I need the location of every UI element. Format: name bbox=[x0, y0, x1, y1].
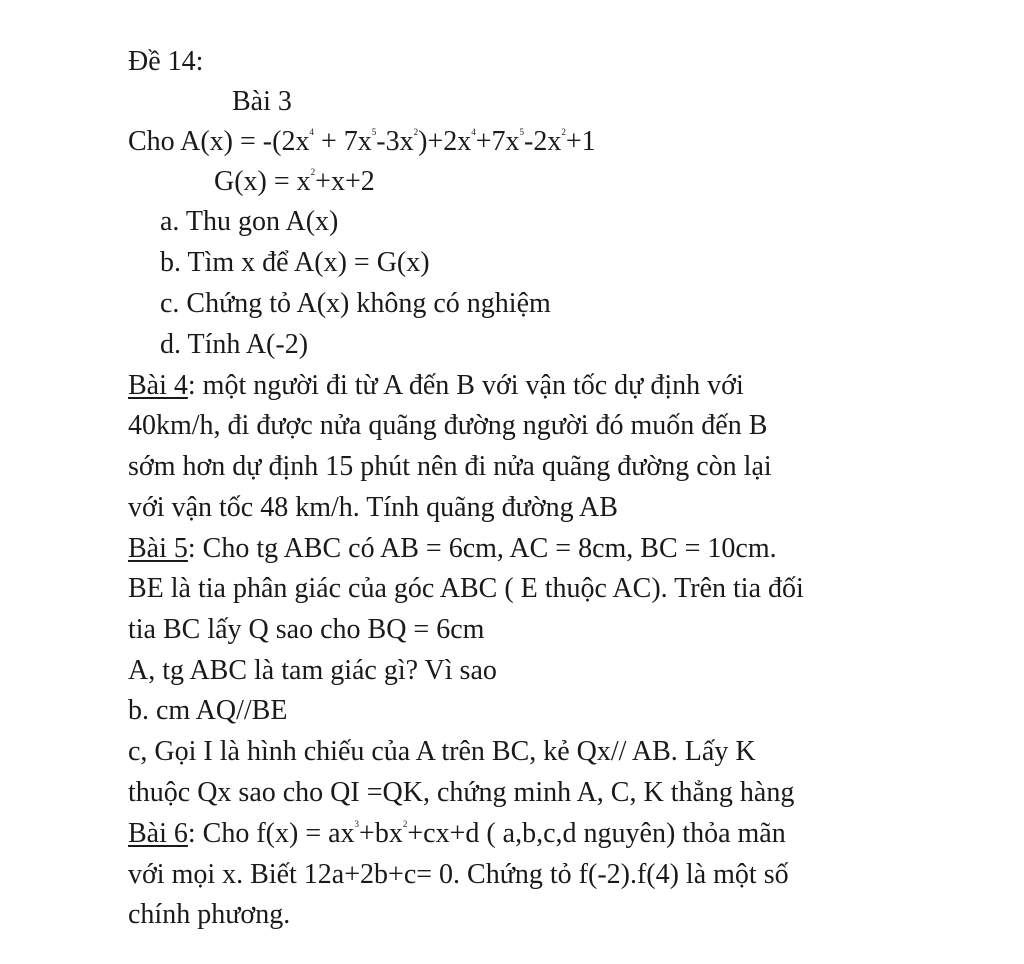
bai3-item-c: c. Chứng tỏ A(x) không có nghiệm bbox=[160, 288, 551, 319]
bai4-line-1 bbox=[128, 366, 744, 406]
a-formula-part: +7x bbox=[475, 126, 520, 157]
a-formula-part: +1 bbox=[565, 126, 596, 157]
bai5-text: : Cho tg ABC có AB = 6cm, AC = 8cm, BC = 10cm. bbox=[187, 533, 777, 564]
a-formula-part: -2x bbox=[524, 126, 562, 157]
exponent: 2 bbox=[402, 819, 408, 829]
bai3-g-formula bbox=[214, 162, 375, 202]
a-formula-part: -3x bbox=[376, 126, 414, 157]
bai6-label: Bài 6 bbox=[128, 818, 188, 849]
bai3-item-d: d. Tính A(-2) bbox=[160, 329, 309, 360]
a-formula-part: + 7x bbox=[313, 126, 372, 157]
a-formula-part: )+2x bbox=[418, 126, 472, 157]
bai6-line-1 bbox=[128, 814, 786, 854]
bai6-text: +bx bbox=[359, 818, 403, 849]
bai5-line-4: A, tg ABC là tam giác gì? Vì sao bbox=[128, 655, 497, 686]
bai4-line-3: sớm hơn dự định 15 phút nên đi nửa quãng đường còn lại bbox=[128, 451, 772, 482]
bai6-line-3: chính phương. bbox=[128, 899, 291, 930]
bai5-line-2: BE là tia phân giác của góc ABC ( E thuộc AC). Trên tia đối bbox=[128, 573, 804, 604]
g-formula-part: +x+2 bbox=[315, 166, 375, 197]
exponent: 2 bbox=[413, 127, 419, 137]
bai6-line-2: với mọi x. Biết 12a+2b+c= 0. Chứng tỏ f(-2).f(4) là một số bbox=[128, 859, 789, 890]
bai4-line-4: với vận tốc 48 km/h. Tính quãng đường AB bbox=[128, 492, 618, 523]
bai5-line-5: b. cm AQ//BE bbox=[128, 695, 288, 726]
bai3-item-a: a. Thu gon A(x) bbox=[160, 206, 339, 237]
bai5-line-7: thuộc Qx sao cho QI =QK, chứng minh A, C, K thẳng hàng bbox=[128, 777, 795, 808]
bai5-label: Bài 5 bbox=[128, 533, 188, 564]
exponent: 2 bbox=[310, 167, 316, 177]
exam-heading: Đề 14: bbox=[128, 46, 204, 77]
exponent: 4 bbox=[309, 127, 314, 137]
bai4-label: Bài 4 bbox=[128, 370, 188, 401]
exponent: 5 bbox=[371, 127, 377, 137]
bai4-text: : một người đi từ A đến B với vận tốc dự định với bbox=[187, 370, 744, 401]
bai5-line-3: tia BC lấy Q sao cho BQ = 6cm bbox=[128, 614, 485, 645]
exponent: 4 bbox=[471, 127, 476, 137]
bai5-line-1 bbox=[128, 529, 777, 569]
bai3-item-b: b. Tìm x để A(x) = G(x) bbox=[160, 247, 430, 278]
bai3-a-formula bbox=[128, 122, 596, 162]
exponent: 3 bbox=[354, 819, 360, 829]
bai5-line-6: c, Gọi I là hình chiếu của A trên BC, kẻ Qx// AB. Lấy K bbox=[128, 736, 756, 767]
bai3-title: Bài 3 bbox=[232, 86, 292, 117]
a-formula-part: Cho A(x) = -(2x bbox=[128, 126, 310, 157]
bai4-line-2: 40km/h, đi được nửa quãng đường người đó muốn đến B bbox=[128, 410, 768, 441]
exponent: 5 bbox=[519, 127, 524, 137]
exponent: 2 bbox=[561, 127, 566, 137]
bai6-text: +cx+d ( a,b,c,d nguyên) thỏa mãn bbox=[407, 818, 786, 849]
g-formula-part: G(x) = x bbox=[214, 166, 311, 197]
bai6-text: : Cho f(x) = ax bbox=[187, 818, 355, 849]
